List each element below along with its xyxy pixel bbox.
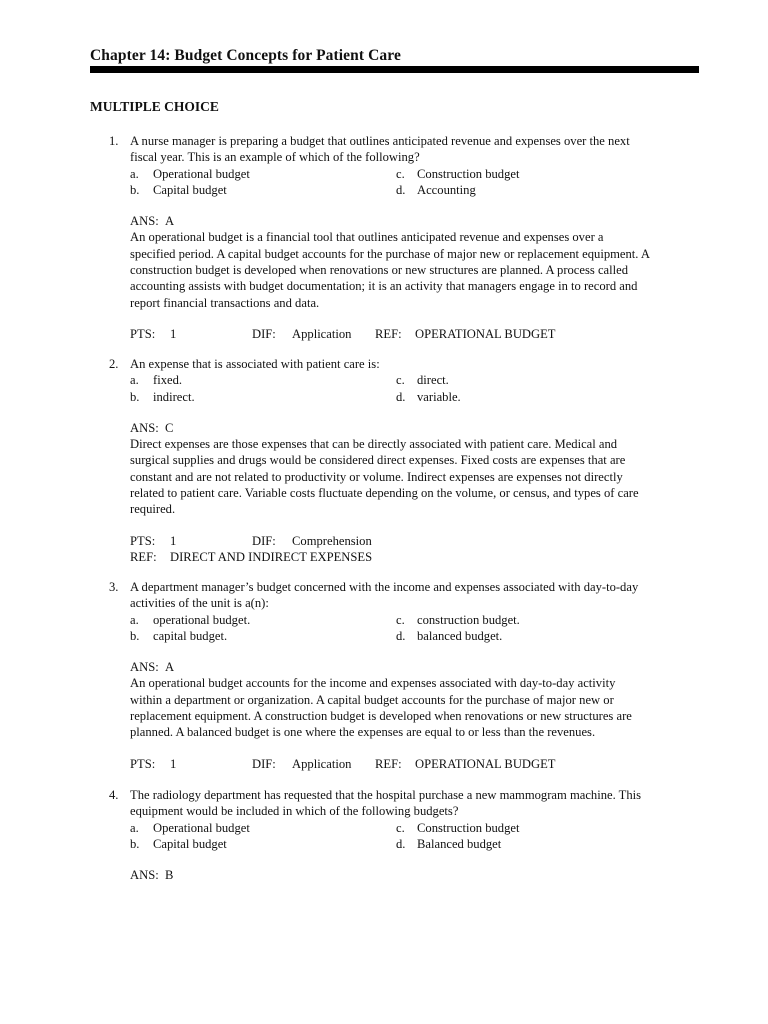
- explanation-line: surgical supplies and drugs would be considered direct expenses. Fixed costs are expenses that are: [130, 453, 626, 468]
- option-text: operational budget.: [153, 612, 251, 627]
- explanation: [130, 436, 705, 517]
- answer-label: ANS:: [130, 660, 159, 675]
- answer-label: ANS:: [130, 868, 159, 883]
- option-letter: c.: [396, 373, 405, 388]
- explanation-line: within a department or organization. A capital budget accounts for the purchase of major new or: [130, 692, 614, 707]
- option-text: balanced budget.: [417, 628, 503, 643]
- answer-line: [130, 659, 174, 675]
- option-text: variable.: [417, 389, 461, 404]
- question-stem-line: fiscal year. This is an example of which of the following?: [130, 150, 420, 165]
- dif-value: Application: [292, 326, 352, 341]
- explanation-line: An operational budget accounts for the income and expenses associated with day-to-day activity: [130, 676, 616, 691]
- option-text: direct.: [417, 373, 449, 388]
- option-letter: d.: [396, 389, 406, 404]
- option-letter: b.: [130, 628, 140, 643]
- option-text: capital budget.: [153, 628, 228, 643]
- dif-value: Comprehension: [292, 533, 372, 548]
- pts-label: PTS:: [130, 756, 156, 771]
- explanation-line: constant and are not related to productivity or volume. Indirect expenses are expenses not directly: [130, 469, 623, 484]
- option-text: Operational budget: [153, 820, 250, 835]
- answer-line: [130, 213, 174, 229]
- question-3: [90, 579, 702, 772]
- option-text: Construction budget: [417, 166, 520, 181]
- answer-value: A: [165, 214, 175, 229]
- question-stem-line: The radiology department has requested that the hospital purchase a new mammogram machine. This: [130, 788, 642, 802]
- option-text: fixed.: [153, 373, 183, 388]
- option-text: Construction budget: [417, 820, 520, 835]
- question-number: 2.: [109, 357, 119, 371]
- answer-label: ANS:: [130, 214, 159, 229]
- option-letter: b.: [130, 836, 140, 851]
- question-4: [90, 787, 702, 883]
- meta-line: [90, 549, 702, 565]
- explanation-line: An operational budget is a financial tool that outlines anticipated revenue and expenses over a: [130, 230, 604, 245]
- option-text: indirect.: [153, 389, 195, 404]
- answer-line: [130, 867, 173, 883]
- ref-label: REF:: [375, 756, 402, 771]
- pts-value: 1: [170, 533, 177, 548]
- question-number: 1.: [109, 134, 119, 148]
- explanation-line: construction budget is developed when renovations or new structures are planned. A process called: [130, 263, 629, 278]
- option-letter: a.: [130, 820, 139, 835]
- question-stem-line: activities of the unit is a(n):: [130, 596, 269, 611]
- meta-line: [90, 326, 702, 342]
- option-letter: a.: [130, 612, 139, 627]
- option-letter: c.: [396, 820, 405, 835]
- option-letter: c.: [396, 612, 405, 627]
- option-letter: d.: [396, 836, 406, 851]
- ref-value: OPERATIONAL BUDGET: [415, 756, 556, 771]
- question-stem-line: equipment would be included in which of the following budgets?: [130, 804, 459, 819]
- option-letter: d.: [396, 182, 406, 197]
- explanation-line: Direct expenses are those expenses that can be directly associated with patient care. Medical and: [130, 437, 618, 452]
- meta-line: [90, 533, 702, 549]
- answer-value: C: [165, 420, 174, 435]
- dif-label: DIF:: [252, 533, 276, 548]
- option-text: Balanced budget: [417, 836, 502, 851]
- question-stem-line: A department manager’s budget concerned with the income and expenses associated with day-to-day: [130, 580, 639, 594]
- chapter-title: Chapter 14: Budget Concepts for Patient Care: [90, 47, 401, 64]
- pts-label: PTS:: [130, 326, 156, 341]
- explanation-line: specified period. A capital budget accounts for the purchase of major new or replacement equipment. A: [130, 246, 651, 261]
- option-text: Capital budget: [153, 836, 227, 851]
- explanation-line: required.: [130, 502, 176, 517]
- dif-value: Application: [292, 756, 352, 771]
- meta-line: [90, 756, 702, 772]
- explanation: [130, 675, 705, 740]
- explanation: [130, 229, 705, 310]
- answer-line: [130, 420, 173, 436]
- ref-label: REF:: [130, 549, 157, 564]
- ref-value: DIRECT AND INDIRECT EXPENSES: [170, 549, 373, 564]
- option-text: Capital budget: [153, 182, 227, 197]
- option-letter: a.: [130, 166, 139, 181]
- option-text: Operational budget: [153, 166, 250, 181]
- pts-value: 1: [170, 756, 177, 771]
- question-2: [90, 356, 702, 565]
- option-letter: d.: [396, 628, 406, 643]
- section-heading: MULTIPLE CHOICE: [90, 99, 219, 114]
- ref-value: OPERATIONAL BUDGET: [415, 326, 556, 341]
- explanation-line: accounting assists with budget documentation; it is an activity that managers engage in to record and: [130, 279, 638, 294]
- question-number: 4.: [109, 788, 119, 802]
- explanation-line: planned. A balanced budget is one where the expenses are equal to or less than the revenues.: [130, 725, 596, 740]
- question-1: [90, 133, 702, 342]
- option-letter: b.: [130, 389, 140, 404]
- question-stem-line: A nurse manager is preparing a budget that outlines anticipated revenue and expenses over the next: [130, 134, 630, 148]
- pts-label: PTS:: [130, 533, 156, 548]
- option-letter: a.: [130, 373, 139, 388]
- pts-value: 1: [170, 326, 177, 341]
- ref-label: REF:: [375, 326, 402, 341]
- option-text: construction budget.: [417, 612, 520, 627]
- question-number: 3.: [109, 580, 119, 594]
- option-letter: c.: [396, 166, 405, 181]
- explanation-line: replacement equipment. A construction budget is developed when renovations or new structures are: [130, 709, 632, 724]
- answer-value: B: [165, 868, 174, 883]
- option-text: Accounting: [417, 182, 476, 197]
- option-letter: b.: [130, 182, 140, 197]
- dif-label: DIF:: [252, 756, 276, 771]
- explanation-line: related to patient care. Variable costs fluctuate depending on the volume, or census, and types of care: [130, 486, 639, 501]
- answer-value: A: [165, 660, 175, 675]
- question-stem-line: An expense that is associated with patient care is:: [130, 357, 380, 371]
- answer-label: ANS:: [130, 420, 159, 435]
- title-rule: [90, 66, 699, 73]
- dif-label: DIF:: [252, 326, 276, 341]
- explanation-line: report financial transactions and data.: [130, 295, 320, 310]
